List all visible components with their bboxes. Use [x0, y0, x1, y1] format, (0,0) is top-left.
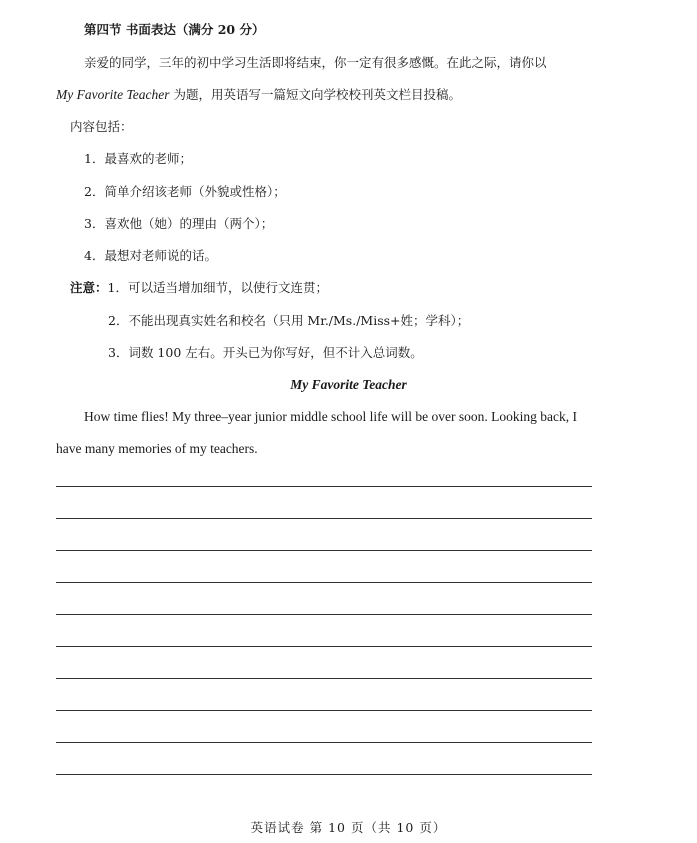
writing-line[interactable] [56, 614, 592, 615]
writing-line[interactable] [56, 646, 592, 647]
writing-line[interactable] [56, 486, 592, 487]
writing-line[interactable] [56, 710, 592, 711]
essay-opening-line-1: How time flies! My three–year junior middle school life will be over soon. Looking back, I [84, 409, 578, 424]
writing-line[interactable] [56, 678, 592, 679]
note-3: 3．词数 100 左右。开头已为你写好，但不计入总词数。 [108, 345, 423, 360]
note-1: 1．可以适当增加细节，以使行文连贯； [107, 280, 328, 295]
note-2: 2．不能出现真实姓名和校名（只用 Mr./Ms./Miss+姓；学科）； [108, 313, 470, 328]
note-row-1 [70, 280, 328, 296]
note-label: 注意： [70, 280, 108, 295]
essay-opening-line-2: have many memories of my teachers. [56, 441, 258, 456]
writing-line[interactable] [56, 550, 592, 551]
content-item-4: 4．最想对老师说的话。 [84, 248, 217, 263]
writing-line[interactable] [56, 582, 592, 583]
essay-title: My Favorite Teacher [290, 377, 407, 392]
page-footer: 英语试卷 第 10 页（共 10 页） [250, 820, 447, 835]
content-item-3: 3．喜欢他（她）的理由（两个）； [84, 216, 274, 231]
content-label: 内容包括： [70, 119, 133, 134]
content-item-2: 2．简单介绍该老师（外貌或性格）； [84, 184, 286, 199]
content-item-1: 1．最喜欢的老师； [84, 151, 192, 166]
intro-line-2-rest: 为题，用英语写一篇短文向学校校刊英文栏目投稿。 [173, 87, 461, 102]
writing-line[interactable] [56, 774, 592, 775]
intro-essay-title: My Favorite Teacher [56, 87, 170, 102]
writing-line[interactable] [56, 518, 592, 519]
section-heading: 第四节 书面表达（满分 20 分） [84, 22, 265, 37]
writing-line[interactable] [56, 742, 592, 743]
intro-line-1: 亲爱的同学，三年的初中学习生活即将结束，你一定有很多感慨。在此之际，请你以 [84, 55, 547, 70]
intro-line-2 [56, 87, 461, 103]
